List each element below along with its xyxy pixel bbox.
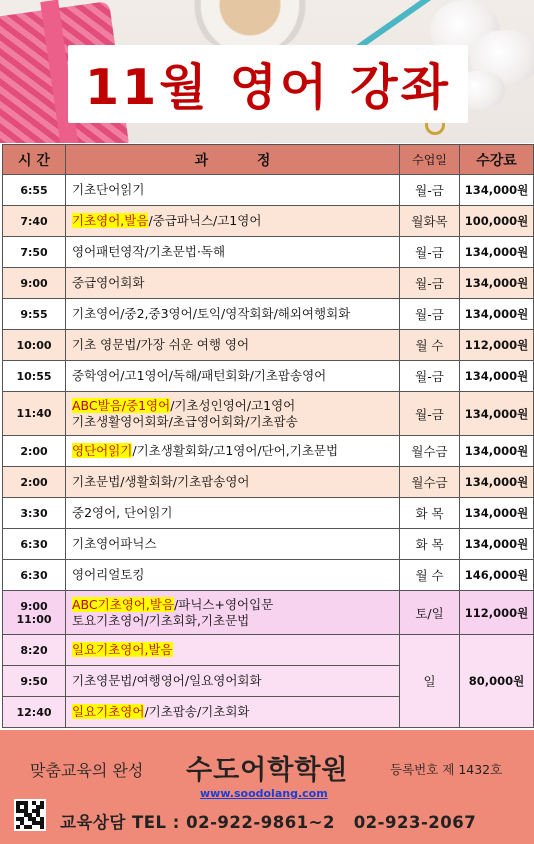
course-highlight: ABC발음/중1영어 — [72, 397, 171, 413]
days-cell: 월-금 — [400, 392, 460, 436]
time-cell: 6:55 — [3, 175, 66, 206]
fee-cell: 134,000원 — [460, 436, 534, 467]
fee-cell: 112,000원 — [460, 330, 534, 361]
qr-module — [28, 825, 32, 829]
academy-name: 수도어학학원 — [186, 755, 349, 786]
schedule-table — [2, 144, 534, 728]
course-cell — [66, 392, 400, 436]
course-cell — [66, 635, 400, 666]
fee-cell: 134,000원 — [460, 175, 534, 206]
course-text: 영어패턴영작/기초문법·독해 — [72, 244, 226, 259]
header-fee: 수강료 — [460, 145, 534, 175]
table-row — [3, 436, 534, 467]
header-course: 과 정 — [66, 145, 400, 175]
course-text: 중학영어/고1영어/독해/패턴회화/기초팝송영어 — [72, 368, 327, 383]
days-cell: 월-금 — [400, 175, 460, 206]
qr-module — [40, 805, 44, 809]
course-cell — [66, 560, 400, 591]
table-row — [3, 206, 534, 237]
fee-cell: 80,000원 — [460, 635, 534, 728]
table-row — [3, 635, 534, 666]
header-time: 시 간 — [3, 145, 66, 175]
course-text: /파닉스+영어입문 — [174, 596, 274, 612]
header-days: 수업일 — [400, 145, 460, 175]
time-cell: 6:30 — [3, 560, 66, 591]
course-text: 영어리얼토킹 — [72, 567, 145, 582]
fee-cell: 112,000원 — [460, 591, 534, 635]
course-highlight: 일요기초영어,발음 — [72, 642, 173, 657]
time-cell: 9:55 — [3, 299, 66, 330]
qr-module — [40, 825, 44, 829]
registration-number: 등록번호 제 1432호 — [390, 762, 503, 777]
table-row — [3, 330, 534, 361]
course-cell — [66, 330, 400, 361]
time-cell: 6:30 — [3, 529, 66, 560]
fee-cell: 146,000원 — [460, 560, 534, 591]
course-highlight: 기초영어,발음 — [72, 213, 149, 228]
days-cell: 월수금 — [400, 436, 460, 467]
table-row — [3, 299, 534, 330]
title-box — [68, 45, 468, 123]
time-cell: 2:00 — [3, 436, 66, 467]
time-cell: 7:50 — [3, 237, 66, 268]
fee-cell: 100,000원 — [460, 206, 534, 237]
fee-cell: 134,000원 — [460, 529, 534, 560]
hero-photo — [0, 0, 534, 143]
course-highlight: ABC기초영어,발음 — [72, 596, 175, 612]
time-cell: 7:40 — [3, 206, 66, 237]
fee-cell: 134,000원 — [460, 268, 534, 299]
table-row — [3, 237, 534, 268]
course-cell — [66, 206, 400, 237]
course-cell — [66, 591, 400, 635]
time-cell: 12:40 — [3, 697, 66, 728]
table-header-row — [3, 145, 534, 175]
time-cell: 8:20 — [3, 635, 66, 666]
time-cell: 10:55 — [3, 361, 66, 392]
days-cell: 화 목 — [400, 498, 460, 529]
course-highlight: 영단어읽기 — [72, 443, 133, 458]
page-title: 11월 영어 강좌 — [85, 59, 451, 116]
time-cell: 10:00 — [3, 330, 66, 361]
time-cell: 9:00 11:00 — [3, 591, 66, 635]
days-cell: 화 목 — [400, 529, 460, 560]
course-text: /중급파닉스/고1영어 — [148, 213, 262, 228]
course-text: 기초단어읽기 — [72, 182, 145, 197]
days-cell: 월-금 — [400, 237, 460, 268]
qr-code-icon[interactable] — [14, 799, 46, 831]
footer-banner — [0, 730, 534, 844]
course-text: 기초영어파닉스 — [72, 536, 157, 551]
course-highlight: 일요기초영어 — [72, 704, 145, 719]
table-row — [3, 560, 534, 591]
course-text: 기초문법/생활회화/기초팝송영어 — [72, 474, 250, 489]
course-text: /기초생활회화/고1영어/단어,기초문법 — [132, 443, 339, 458]
contact-phone: 교육상담 TEL : 02-922-9861~2 02-923-2067 — [60, 813, 477, 832]
days-cell: 월-금 — [400, 299, 460, 330]
fee-cell: 134,000원 — [460, 237, 534, 268]
table-row — [3, 392, 534, 436]
course-text: /기초팝송/기초회화 — [144, 704, 250, 719]
course-cell — [66, 697, 400, 728]
days-cell: 월수금 — [400, 467, 460, 498]
table-row — [3, 361, 534, 392]
days-cell: 일 — [400, 635, 460, 728]
slogan: 맞춤교육의 완성 — [30, 761, 144, 780]
course-cell — [66, 237, 400, 268]
course-text: 기초생활영어회화/초급영어회화/기초팝송 — [72, 413, 298, 429]
days-cell: 토/일 — [400, 591, 460, 635]
course-cell — [66, 268, 400, 299]
course-text: 중2영어, 단어읽기 — [72, 505, 173, 520]
time-cell: 9:00 — [3, 268, 66, 299]
schedule-body — [3, 175, 534, 728]
table-row — [3, 591, 534, 635]
course-cell — [66, 666, 400, 697]
table-row — [3, 175, 534, 206]
time-cell: 11:40 — [3, 392, 66, 436]
days-cell: 월 수 — [400, 560, 460, 591]
fee-cell: 134,000원 — [460, 498, 534, 529]
fee-cell: 134,000원 — [460, 299, 534, 330]
table-row — [3, 529, 534, 560]
course-cell — [66, 467, 400, 498]
website-link[interactable]: www.soodolang.com — [200, 787, 328, 800]
course-text: 기초영어/중2,중3영어/토익/영작회화/해외여행회화 — [72, 306, 351, 321]
days-cell: 월-금 — [400, 361, 460, 392]
course-cell — [66, 436, 400, 467]
fee-cell: 134,000원 — [460, 467, 534, 498]
fee-cell: 134,000원 — [460, 361, 534, 392]
days-cell: 월-금 — [400, 268, 460, 299]
table-row — [3, 467, 534, 498]
course-cell — [66, 529, 400, 560]
time-cell: 3:30 — [3, 498, 66, 529]
course-cell — [66, 175, 400, 206]
qr-module — [16, 825, 20, 829]
time-cell: 2:00 — [3, 467, 66, 498]
course-text: 토요기초영어/기초회화,기초문법 — [72, 612, 250, 628]
table-row — [3, 498, 534, 529]
course-cell — [66, 299, 400, 330]
course-text: 기초영문법/여행영어/일요영어회화 — [72, 673, 262, 688]
course-text: 중급영어회화 — [72, 275, 145, 290]
course-text: 기초 영문법/가장 쉬운 여행 영어 — [72, 337, 250, 352]
days-cell: 월화목 — [400, 206, 460, 237]
course-text: /기초성인영어/고1영어 — [170, 397, 296, 413]
course-cell — [66, 361, 400, 392]
time-cell: 9:50 — [3, 666, 66, 697]
table-row — [3, 268, 534, 299]
course-cell — [66, 498, 400, 529]
days-cell: 월 수 — [400, 330, 460, 361]
fee-cell: 134,000원 — [460, 392, 534, 436]
